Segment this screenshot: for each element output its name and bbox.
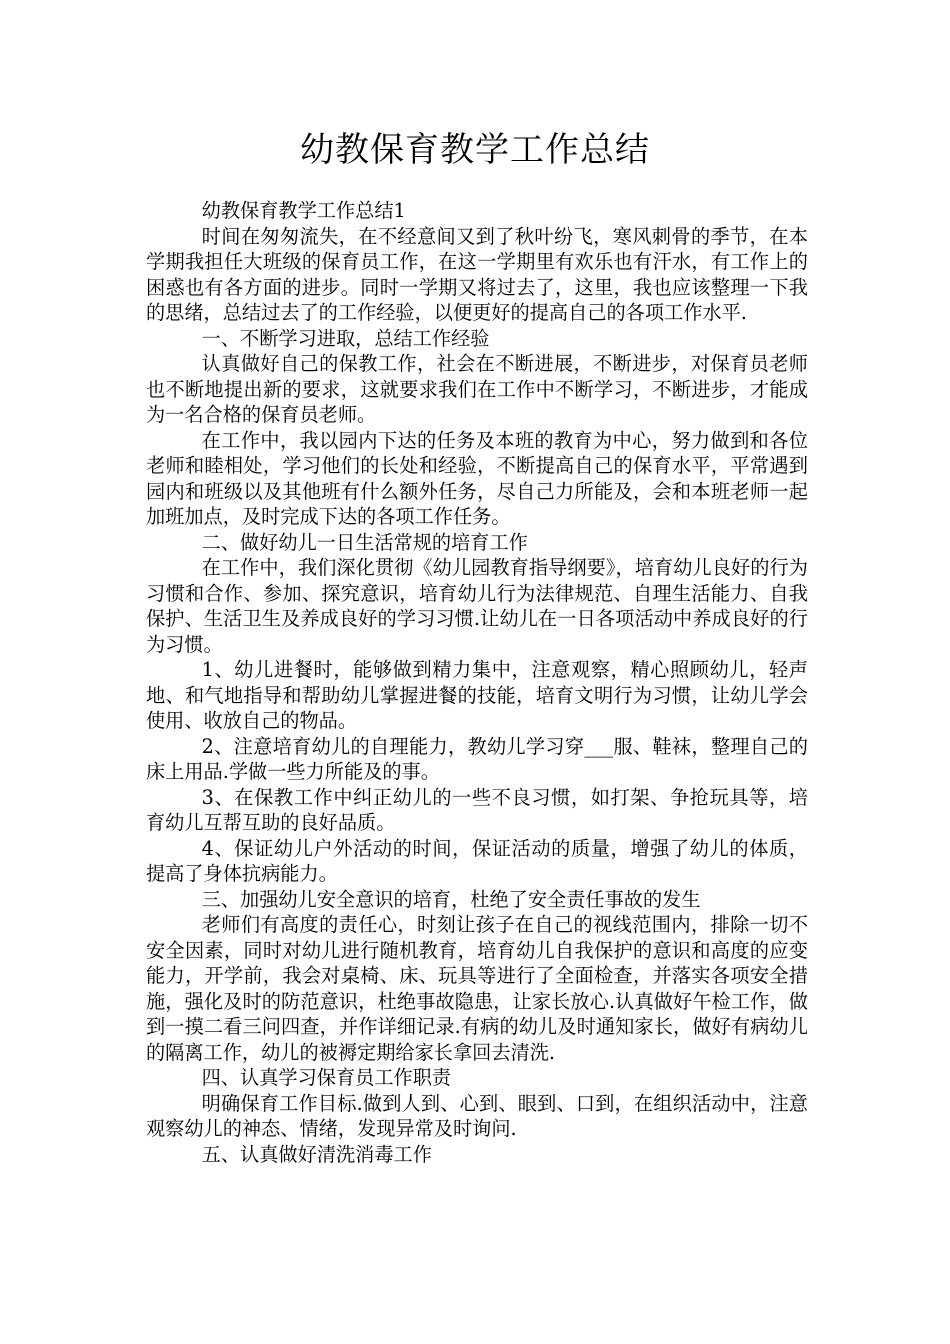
- section-heading-4: 四、认真学习保育员工作职责: [201, 1066, 452, 1089]
- section-heading-5: 五、认真做好清洗消毒工作: [201, 1142, 432, 1166]
- document-title: 幼教保育教学工作总结: [300, 130, 650, 170]
- list-item-paragraph: 2、注意培育幼儿的自理能力，教幼儿学习穿___服、鞋袜，整理自己的床上用品.学做一些力所能及的事。: [146, 734, 808, 783]
- list-item-paragraph: 4、保证幼儿户外活动的时间，保证活动的质量，增强了幼儿的体质，提高了身体抗病能力。: [146, 836, 808, 885]
- list-item-paragraph: 3、在保教工作中纠正幼儿的一些不良习惯，如打架、争抢玩具等，培育幼儿互帮互助的良好品质。: [146, 785, 808, 834]
- section-heading-3: 三、加强幼儿安全意识的培育，杜绝了安全责任事故的发生: [201, 887, 701, 911]
- subtitle-paragraph: 幼教保育教学工作总结1: [201, 199, 406, 222]
- body-paragraph: 老师们有高度的责任心，时刻让孩子在自己的视线范围内，排除一切不安全因素，同时对幼儿进行随机教育，培育幼儿自我保护的意识和高度的应变能力，开学前，我会对桌椅、床、玩具等进行了全面检查，并落实各项安全措施，强化及时的防范意识，杜绝事故隐患，让家长放心.认真做好午检工作，做到一摸二看三问四查，并作详细记录.有病的幼儿及时通知家长，做好有病幼儿的隔离工作，幼儿的被褥定期给家长拿回去清洗.: [146, 913, 808, 1064]
- list-item-paragraph: 1、幼儿进餐时，能够做到精力集中，注意观察，精心照顾幼儿，轻声地、和气地指导和帮助幼儿掌握进餐的技能，培育文明行为习惯，让幼儿学会使用、收放自己的物品。: [146, 658, 808, 732]
- document-body: [146, 198, 808, 1167]
- section-heading-1: 一、不断学习进取，总结工作经验: [201, 326, 490, 350]
- body-paragraph: 在工作中，我以园内下达的任务及本班的教育为中心，努力做到和各位老师和睦相处，学习他们的长处和经验，不断提高自己的保育水平，平常遇到园内和班级以及其他班有什么额外任务，尽自己力所能及，会和本班老师一起加班加点，及时完成下达的各项工作任务。: [146, 428, 808, 528]
- section-heading-2: 二、做好幼儿一日生活常规的培育工作: [201, 530, 528, 554]
- body-paragraph: 认真做好自己的保教工作，社会在不断进展，不断进步，对保育员老师也不断地提出新的要求，这就要求我们在工作中不断学习，不断进步，才能成为一名合格的保育员老师。: [146, 352, 808, 426]
- body-paragraph: 在工作中，我们深化贯彻《幼儿园教育指导纲要》，培育幼儿良好的行为习惯和合作、参加、探究意识，培育幼儿行为法律规范、自理生活能力、自我保护、生活卫生及养成良好的学习习惯.让幼儿在一日各项活动中养成良好的行为习惯。: [146, 556, 808, 656]
- intro-paragraph: 时间在匆匆流失，在不经意间又到了秋叶纷飞，寒风刺骨的季节，在本学期我担任大班级的保育员工作，在这一学期里有欢乐也有汗水，有工作上的困惑也有各方面的进步。同时一学期又将过去了，这里，我也应该整理一下我的思绪，总结过去了的工作经验，以便更好的提高自己的各项工作水平.: [146, 224, 808, 324]
- body-paragraph: 明确保育工作目标.做到人到、心到、眼到、口到，在组织活动中，注意观察幼儿的神态、情绪，发现异常及时询问.: [146, 1091, 808, 1140]
